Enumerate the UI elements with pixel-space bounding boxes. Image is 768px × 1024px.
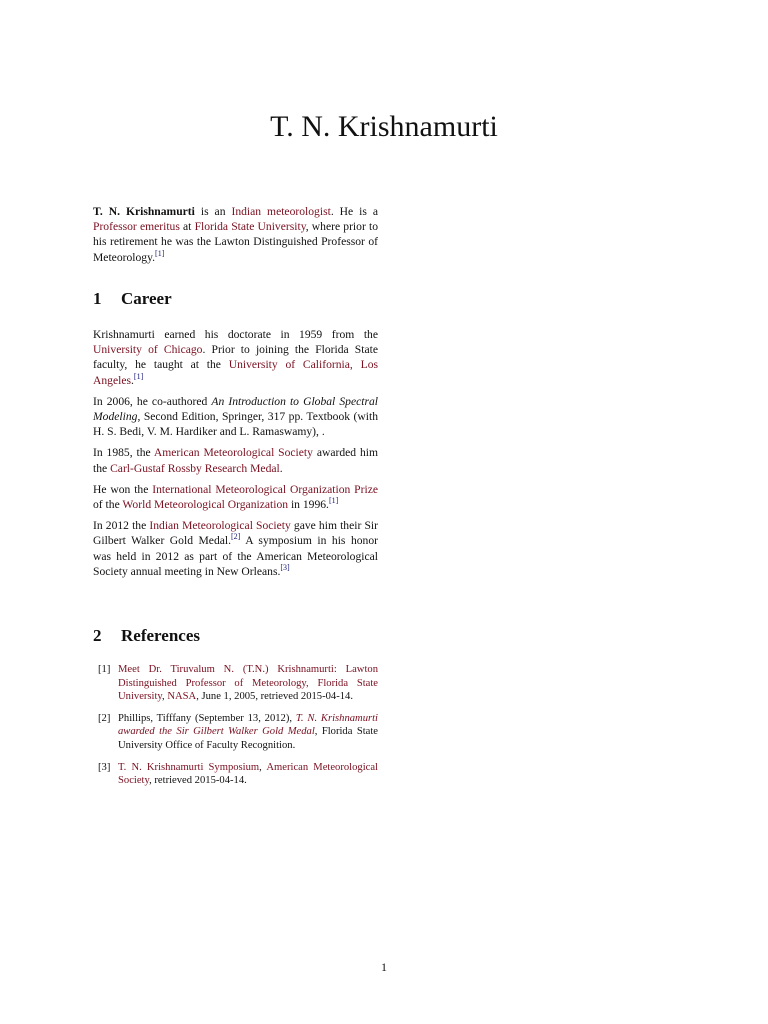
intro-paragraph: T. N. Krishnamurti is an Indian meteorologist. He is a Professor emeritus at Florida State University, where prior to his retirement he was the Lawton Distinguished Professor of Meteorology.[1] <box>93 205 378 264</box>
reference-item: [2] Phillips, Tifffany (September 13, 2012), T. N. Krishnamurti awarded the Sir Gilbert Walker Gold Medal, Florida State University Office of Faculty Recognition. <box>98 712 379 751</box>
references-list <box>93 663 378 788</box>
career-paragraph: In 2012 the Indian Meteorological Society gave him their Sir Gilbert Walker Gold Medal.[2] A symposium in his honor was held in 2012 as part of the American Meteorological Society annual meeting in New Orleans.[3] <box>93 519 378 578</box>
reference-number: [3] <box>98 761 111 773</box>
link-indian-meteorological-society[interactable]: Indian Meteorological Society <box>149 519 291 533</box>
citation-link[interactable]: [1] <box>328 496 339 506</box>
career-paragraph: He won the International Meteorological Organization Prize of the World Meteorological Organization in 1996.[1] <box>93 482 378 512</box>
link-florida-state-university[interactable]: Florida State University <box>194 220 306 234</box>
citation-link[interactable]: [2] <box>231 532 241 542</box>
intro-block <box>93 204 378 271</box>
citation-link[interactable]: [1] <box>133 371 144 381</box>
section-heading-career: 1 Career <box>93 289 172 308</box>
link-professor-emeritus[interactable]: Professor emeritus <box>93 220 180 234</box>
citation-link[interactable]: [3] <box>280 562 290 572</box>
link-rossby-medal[interactable]: Carl-Gustaf Rossby Research Medal <box>110 461 280 475</box>
reference-link[interactable]: T. N. Krishnamurti Symposium <box>118 761 260 773</box>
references-section <box>93 663 378 796</box>
link-american-meteorological-society[interactable]: American Meteorological Society <box>118 761 378 787</box>
reference-number: [1] <box>98 664 111 675</box>
reference-link[interactable]: Meet Dr. Tiruvalum N. (T.N.) Krishnamurti: Lawton Distinguished Professor of Meteorology, Florida State University <box>118 664 378 703</box>
link-indian-meteorologist[interactable]: Indian meteorologist <box>231 205 331 218</box>
career-paragraph: In 2006, he co-authored An Introduction to Global Spectral Modeling, Second Edition, Springer, 317 pp. Textbook (with H. S. Bedi, V. M. Hardiker and L. Ramaswamy), . <box>93 394 378 439</box>
section-career-heading-wrap <box>93 291 378 306</box>
link-university-of-chicago[interactable]: University of Chicago <box>93 343 203 357</box>
link-ucla[interactable]: University of California, Los Angeles <box>93 358 378 387</box>
link-nasa[interactable]: NASA <box>167 691 197 703</box>
book-title: An Introduction to Global Spectral Modeling <box>93 394 378 424</box>
career-paragraph: In 1985, the American Meteorological Society awarded him the Carl-Gustaf Rossby Research Medal. <box>93 446 378 475</box>
section-references-heading-wrap <box>93 628 378 643</box>
section-heading-references: 2 References <box>93 626 200 645</box>
citation-link[interactable]: [1] <box>155 248 165 258</box>
link-american-meteorological-society[interactable]: American Meteorological Society <box>153 446 313 460</box>
reference-link[interactable]: T. N. Krishnamurti awarded the Sir Gilbert Walker Gold Medal <box>118 712 378 738</box>
subject-name: T. N. Krishnamurti <box>93 205 195 218</box>
link-world-meteorological-organization[interactable]: World Meteorological Organization <box>122 498 289 512</box>
career-section <box>93 327 378 585</box>
career-paragraph: Krishnamurti earned his doctorate in 1959 from the University of Chicago. Prior to joining the Florida State faculty, he taught at the University of California, Los Angeles.[1] <box>93 328 378 387</box>
reference-number: [2] <box>98 712 111 724</box>
page-title: T. N. Krishnamurti <box>270 110 498 143</box>
reference-item: [3] T. N. Krishnamurti Symposium, American Meteorological Society, retrieved 2015-04-14. <box>98 761 378 787</box>
link-imo-prize[interactable]: International Meteorological Organization Prize <box>152 482 378 496</box>
page-number: 1 <box>381 960 387 974</box>
reference-item: [1] Meet Dr. Tiruvalum N. (T.N.) Krishnamurti: Lawton Distinguished Professor of Meteorology, Florida State University, NASA, June 1, 2005, retrieved 2015-04-14. <box>98 664 378 703</box>
